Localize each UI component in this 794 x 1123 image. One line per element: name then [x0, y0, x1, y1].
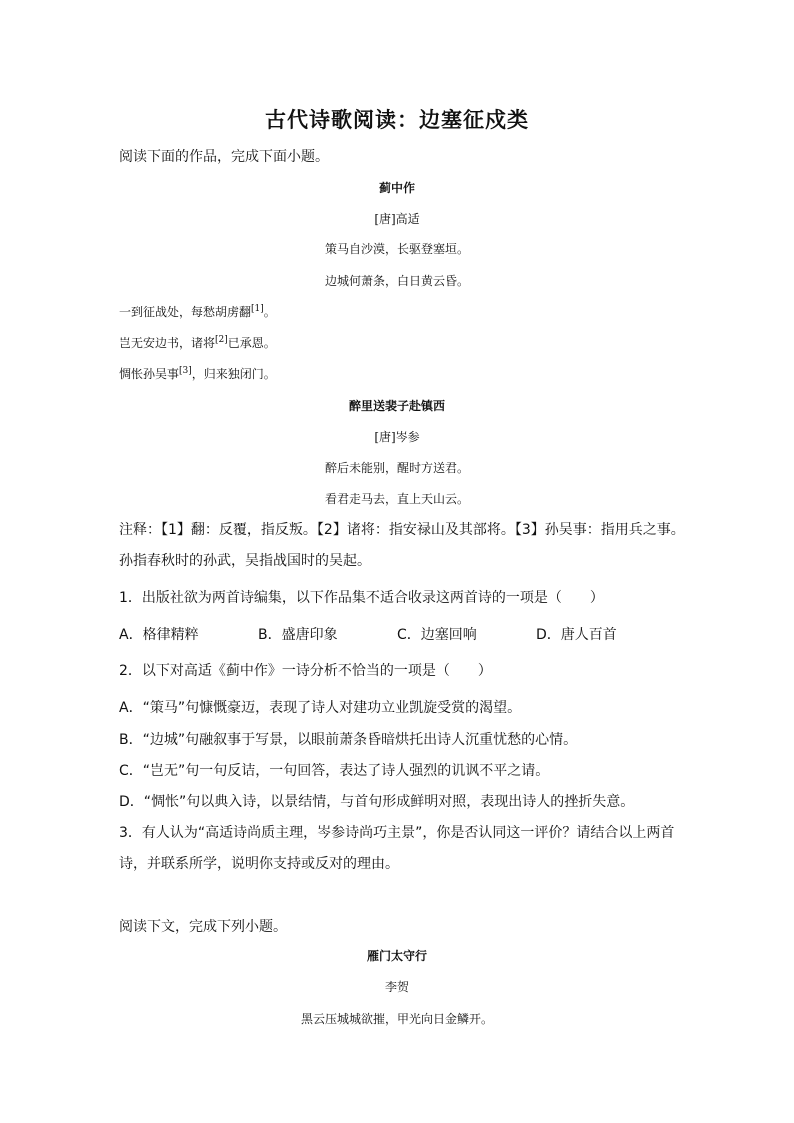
question-3: 3．有人认为“高适诗尚质主理，岑参诗尚巧主景”，你是否认同这一评价？请结合以上两首: [119, 825, 675, 841]
poem-title: 蓟中作: [378, 181, 415, 195]
annotation-line: 注释：【1】翻：反覆，指反叛。【2】诸将：指安禄山及其部将。【3】孙吴事：指用兵之事。: [119, 522, 685, 538]
poem-line-text: 。: [263, 305, 276, 319]
poem-line-text: 一到征战处，每愁胡虏翻: [119, 305, 252, 319]
q1-option-c: C．边塞回响: [397, 627, 477, 643]
poem-line: 策马自沙漠，长驱登塞垣。: [324, 242, 469, 256]
poem-line: 边城何萧条，白日黄云昏。: [324, 274, 469, 288]
poem-line: 看君走马去，直上天山云。: [324, 492, 469, 506]
poem-line-text: 惆怅孙吴事: [119, 367, 180, 381]
page-title: 古代诗歌阅读：边塞征戍类: [265, 107, 529, 132]
q1-option-a: A．格律精粹: [119, 627, 199, 643]
poem-line: [119, 334, 276, 351]
poem-line: 醉后未能别，醒时方送君。: [324, 461, 469, 475]
footnote-marker: [1]: [251, 304, 264, 314]
poem-title: 醉里送裴子赴镇西: [348, 399, 445, 413]
reading-instruction: 阅读下文，完成下列小题。: [119, 919, 287, 935]
q1-option-b: B．盛唐印象: [258, 627, 338, 643]
q2-option-b: B．“边城”句融叙事于写景，以眼前萧条昏暗烘托出诗人沉重忧愁的心情。: [119, 732, 578, 748]
reading-instruction: 阅读下面的作品，完成下面小题。: [119, 149, 329, 165]
poem-author: [唐]岑参: [374, 430, 420, 444]
poem-line: [119, 365, 276, 382]
footnote-marker: [3]: [179, 366, 192, 376]
poem-line-text: 岂无安边书，诸将: [119, 336, 216, 350]
question-2: 2．以下对高适《蓟中作》一诗分析不恰当的一项是（ ）: [119, 663, 492, 679]
poem-author: 李贺: [384, 980, 409, 994]
poem-line-text: 已承恩。: [227, 336, 276, 350]
question-1: 1．出版社欲为两首诗编集，以下作品集不适合收录这两首诗的一项是（ ）: [119, 590, 604, 606]
poem-line: 黑云压城城欲摧，甲光向日金鳞开。: [300, 1012, 493, 1026]
poem-line: [119, 303, 276, 320]
poem-author: [唐]高适: [374, 212, 420, 226]
q1-option-d: D．唐人百首: [536, 627, 617, 643]
q2-option-c: C．“岂无”句一句反诘，一句回答，表达了诗人强烈的讥讽不平之请。: [119, 763, 550, 779]
q2-option-d: D．“惆怅”句以典入诗，以景结情，与首句形成鲜明对照，表现出诗人的挫折失意。: [119, 794, 635, 810]
annotation-line: 孙指春秋时的孙武，吴指战国时的吴起。: [119, 553, 371, 569]
question-3-cont: 诗，并联系所学，说明你支持或反对的理由。: [119, 856, 399, 872]
poem-title: 雁门太守行: [366, 949, 427, 963]
poem-line-text: ，归来独闭门。: [191, 367, 276, 381]
q2-option-a: A．“策马”句慷慨豪迈，表现了诗人对建功立业凯旋受赏的渴望。: [119, 700, 522, 716]
footnote-marker: [2]: [215, 335, 228, 345]
